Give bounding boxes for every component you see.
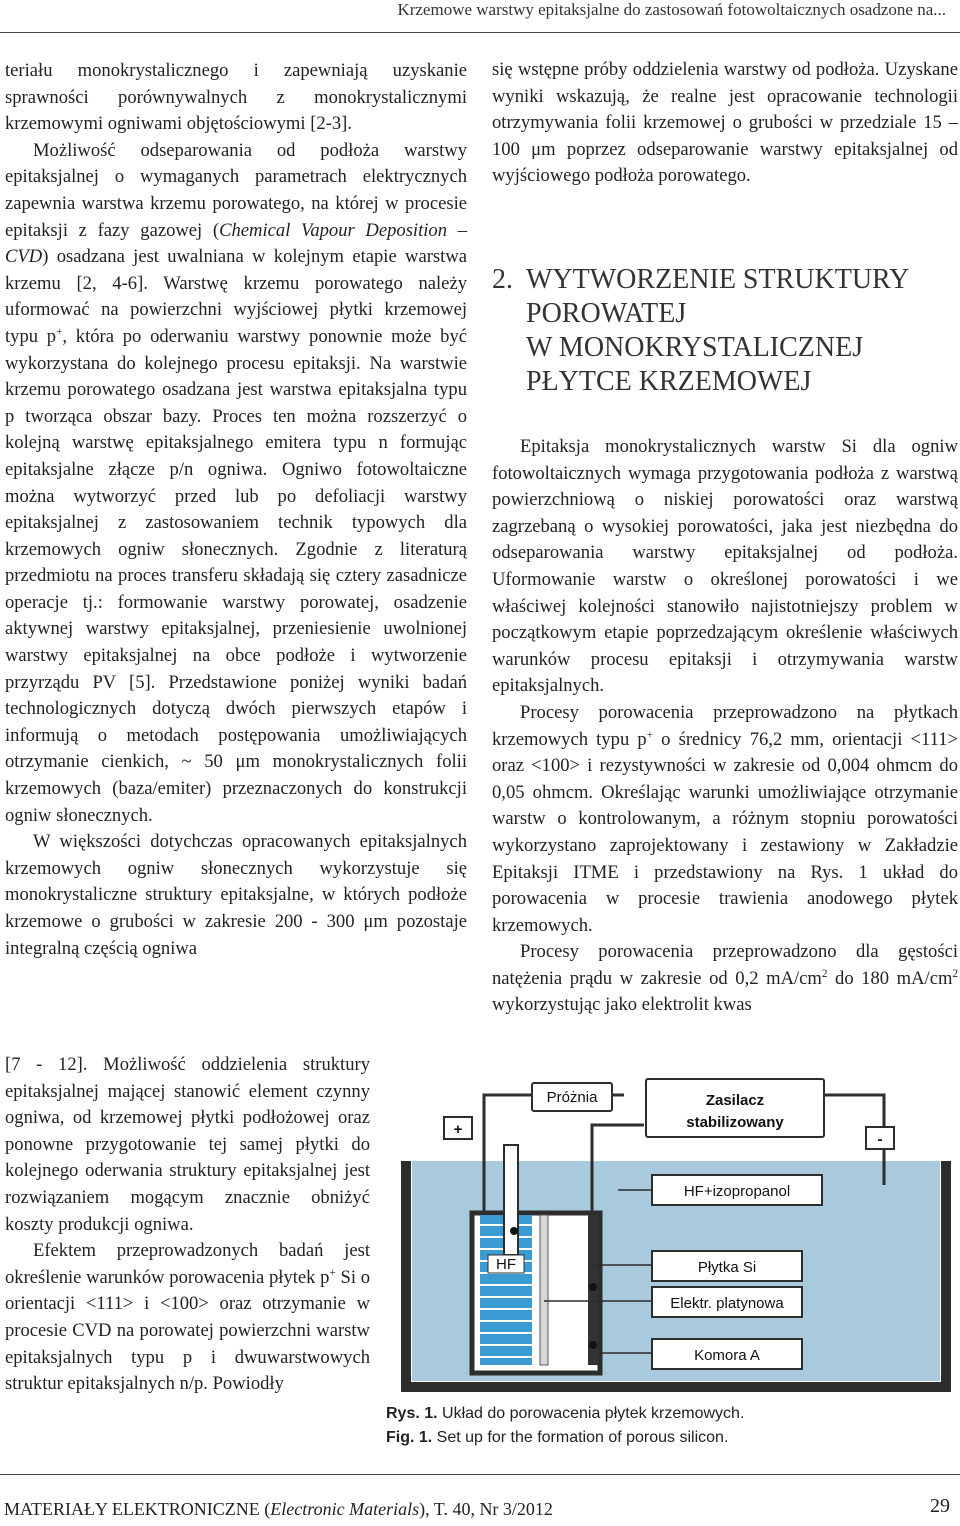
right-column-body: [492, 434, 958, 1019]
page-number: 29: [930, 1495, 950, 1517]
left-paragraph-3: W większości dotychczas opracowanych epitaksjalnych krzemowych ogniw słonecznych wykorzystuje się monokrystaliczne struktury epitaksjalne, w których podłoże krzemowe o grubości w zakresie 200 - 300 μm pozostaje integralną częścią ogniwa: [5, 831, 467, 959]
left-column-narrow: [5, 1052, 370, 1398]
vacuum-label: Próżnia: [546, 1089, 598, 1106]
caption-pl: Rys. 1. Układ do porowacenia płytek krzemowych.: [386, 1405, 745, 1422]
electrolyte-label: HF+izopropanol: [683, 1183, 791, 1200]
power-supply-label-1: Zasilacz: [705, 1092, 765, 1109]
wafer-label: Płytka Si: [697, 1259, 757, 1276]
left-paragraph-1: teriału monokrystalicznego i zapewniają uzyskanie sprawności porównywalnych z monokrystalicznymi krzemowymi ogniwami objętościowymi [2-3].: [5, 60, 467, 135]
journal-footer: MATERIAŁY ELEKTRONICZNE (Electronic Materials), T. 40, Nr 3/2012: [4, 1499, 553, 1519]
contact-dot-2: [589, 1283, 597, 1291]
caption-en: Fig. 1. Set up for the formation of porous silicon.: [386, 1429, 729, 1446]
section-title: 2. WYTWORZENIE STRUKTURY POROWATEJ W MONOKRYSTALICZNEJ PŁYTCE KRZEMOWEJ: [492, 264, 910, 397]
right-paragraph-3: Procesy porowacenia przeprowadzono na płytkach krzemowych typu p+ o średnicy 76,2 mm, orientacji <111> oraz <100> i rezystywności w zakresie od 0,004 ohmcm do 0,05 ohmcm. Określając warunki umożliwiające otrzymanie warstw o kontrolowanym, a różnym stopniu porowatości wykorzystano zaprojektowany i zestawiony w Zakładzie Epitaksji ITME i przedstawiony na Rys. 1 układ do porowacenia w procesie trawienia anodowego płytek krzemowych.: [492, 701, 958, 936]
plus-terminal: +: [453, 1121, 463, 1138]
platinum-electrode: [540, 1215, 548, 1365]
left-paragraph-4: Efektem przeprowadzonych badań jest określenie warunków porowacenia płytek p+ Si o orientacji <111> i <100> oraz otrzymanie w procesie CVD na porowatej powierzchni warstw epitaksjalnych typu p i dwuwarstwowych struktur epitaksjalnych n/p. Powiodły: [5, 1240, 370, 1395]
cvd-term: Chemical Vapour Deposition – CVD: [5, 219, 467, 268]
right-paragraph-4: Procesy porowacenia przeprowadzono dla gęstości natężenia prądu w zakresie od 0,2 $mA/cm^2$ do 180 $mA/cm^2$ wykorzystując jako elektrolit kwas: [492, 941, 958, 1016]
hf-label: HF: [496, 1256, 516, 1273]
vacuum-tube: [504, 1145, 518, 1255]
left-column: [5, 58, 467, 962]
running-title: Krzemowe warstwy epitaksjalne do zastosowań fotowoltaicznych osadzone na...: [397, 0, 946, 19]
header-rule: [0, 32, 960, 33]
figure-caption: [386, 1402, 744, 1450]
electrode-label: Elektr. platynowa: [670, 1295, 784, 1312]
footer-rule: [0, 1474, 960, 1475]
right-paragraph-2: Epitaksja monokrystalicznych warstw Si dla ogniw fotowoltaicznych wymaga przygotowania podłoża z warstwą powierzchniową o niskiej porowatości oraz warstwą zagrzebaną o wysokiej porowatości, jaka jest niezbędna do odseparowania warstwy epitaksjalnej od podłoża. Uformowanie warstw o określonej porowatości i we właściwej kolejności stanowiło najistotniejszy problem w początkowym etapie poprzedzającym określenie właściwych warunków procesu epitaksji i otrzymywania warstw epitaksjalnych.: [492, 436, 958, 697]
right-column-top: [492, 57, 958, 190]
chamber-label: Komora A: [694, 1347, 760, 1364]
left-paragraph-2: Możliwość odseparowania od podłoża warstwy epitaksjalnej o wymaganych parametrach elektrycznych zapewnia warstwa krzemu porowatego, na której w procesie epitaksji z fazy gazowej (Chemical Vapour Deposition – CVD) osadzana jest uwalniana w kolejnym etapie warstwa krzemu [2, 4-6]. Warstwę krzemu porowatego należy uformować na powierzchni wyjściowej płytki krzemowej typu p+, która po oderwaniu warstwy ponownie może być wykorzystana do kolejnego procesu epitaksji. Na warstwie krzemu porowatego osadzana jest warstwa epitaksjalna typu p tworząca obszar bazy. Proces ten można rozszerzyć o kolejną warstwę epitaksjalnego emitera typu n formując epitaksjalne złącze p/n ogniwa. Ogniwo fotowoltaiczne można wytworzyć przed lub po defoliacji warstwy epitaksjalnej z zastosowaniem technik typowych dla krzemowych ogniw słonecznych. Zgodnie z literaturą przedmiotu na proces transferu składają się cztery zasadnicze operacje tj.: formowanie warstwy porowatej, osadzenie aktywnej warstwy epitaksjalnej, przeniesienie uwolnionej warstwy epitaksjalnej na obce podłoże i wytworzenie przyrządu PV [5]. Przedstawione poniżej wyniki badań technologicznych dotyczą dwóch pierwszych etapów i informują o metodach postępowania umożliwiających otrzymanie cienkich, ~ 50 μm monokrystalicznych folii krzemowych (baza/emiter) przeznaczonych do konstrukcji ogniw słonecznych.: [5, 139, 467, 826]
right-paragraph-1: się wstępne próby oddzielenia warstwy od podłoża. Uzyskane wyniki wskazują, że realne jest opracowanie technologii otrzymywania folii krzemowej o grubości w przedziale 15 – 100 μm poprzez odseparowanie warstwy epitaksjalnej od wyjściowego podłoża porowatego.: [492, 59, 958, 187]
section-number: 2.: [492, 264, 513, 295]
contact-dot-1: [510, 1227, 518, 1235]
power-supply-label-2: stabilizowany: [686, 1114, 784, 1131]
left-paragraph-3-continued: [7 - 12]. Możliwość oddzielenia struktury epitaksjalnej mającej stanowić element czynny ogniwa, od krzemowej płytki podłożowej oraz ponowne przygotowanie tej samej płytki do kolejnego oderwania struktury epitaksjalnej jest rozwiązaniem mogącym znacznie obniżyć koszty produkcji ogniwa.: [5, 1054, 370, 1235]
contact-dot-3: [589, 1341, 597, 1349]
minus-terminal: -: [877, 1131, 883, 1148]
setup-diagram: [384, 1065, 960, 1405]
